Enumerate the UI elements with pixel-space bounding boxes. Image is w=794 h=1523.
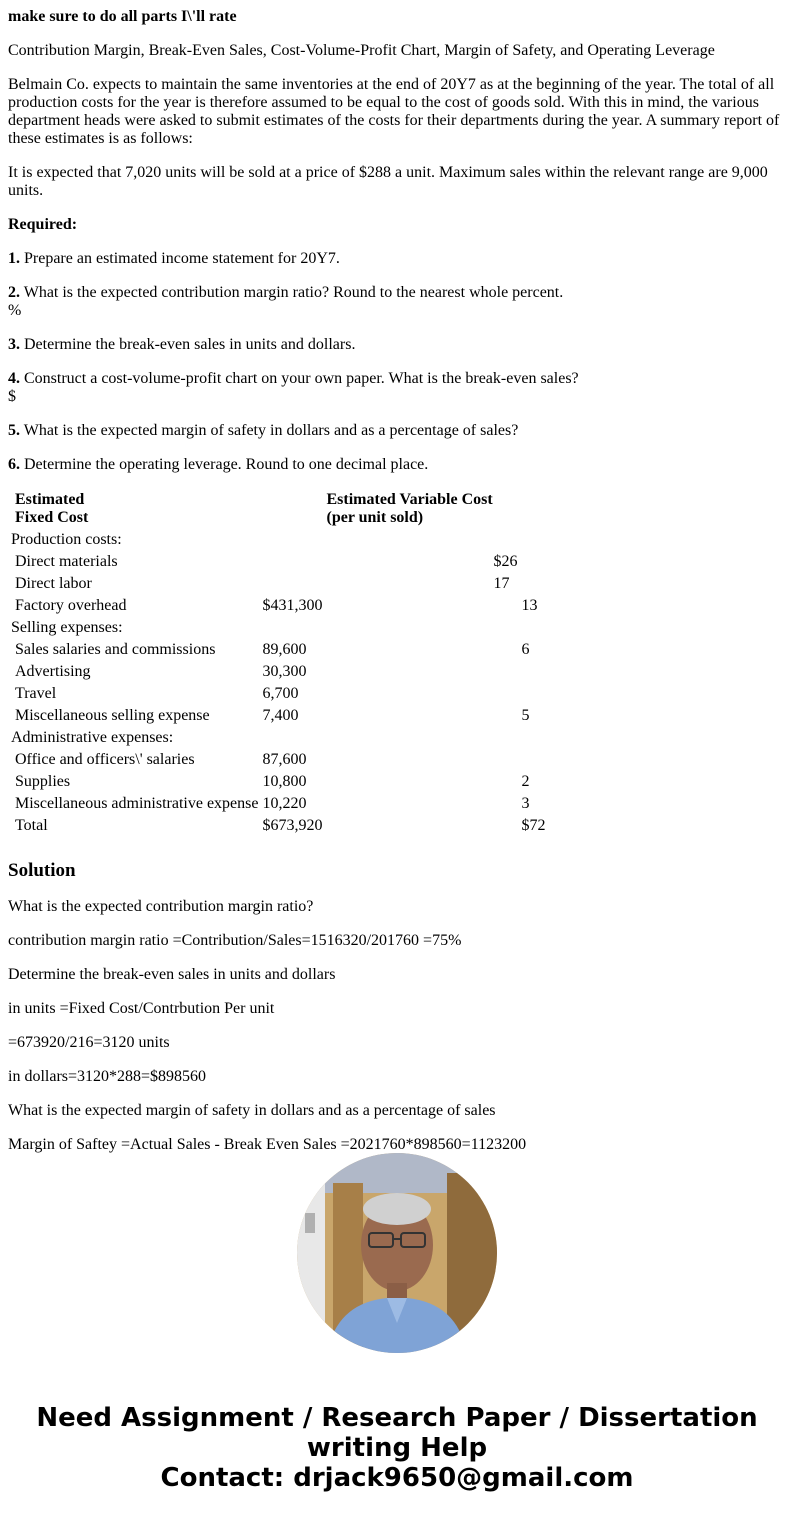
cost-item-name: Travel bbox=[15, 685, 57, 702]
question-text: Determine the break-even sales in units and dollars. bbox=[20, 336, 356, 353]
intro-paragraph: Belmain Co. expects to maintain the same inventories at the end of 20Y7 as at the beginning of the year. The total of all production costs for the year is therefore assumed to be equal to the cost of goods sold. With this in mind, the various department heads were asked to submit estimates of the costs for their departments during the year. A summary report of these estimates is as follows: bbox=[8, 76, 780, 147]
table-row bbox=[10, 750, 546, 770]
table-row bbox=[10, 574, 546, 594]
question-item bbox=[8, 336, 786, 354]
section-label: Administrative expenses: bbox=[11, 729, 174, 746]
variable-cost-value bbox=[520, 552, 546, 572]
variable-cost-value bbox=[520, 684, 546, 704]
question-item bbox=[8, 422, 786, 440]
variable-cost-value bbox=[325, 684, 518, 704]
solution-section bbox=[8, 898, 786, 1180]
total-label: Total bbox=[15, 817, 48, 834]
question-number: 6. bbox=[8, 456, 20, 473]
variable-cost-value bbox=[325, 750, 518, 770]
variable-cost-value: 17 bbox=[493, 575, 510, 592]
fixed-cost-value: 89,600 bbox=[262, 641, 307, 658]
table-header-spacer bbox=[10, 490, 12, 528]
question-number: 5. bbox=[8, 422, 20, 439]
variable-cost-header-line-2: (per unit sold) bbox=[326, 509, 424, 526]
portrait-image bbox=[297, 1153, 497, 1353]
header-line: make sure to do all parts I\'ll rate bbox=[8, 8, 237, 25]
fixed-cost-header-line-2: Fixed Cost bbox=[15, 509, 89, 526]
row-indent bbox=[10, 706, 12, 726]
variable-cost-value bbox=[325, 640, 518, 660]
answer-blank-symbol: $ bbox=[8, 388, 16, 405]
question-text: Determine the operating leverage. Round to one decimal place. bbox=[20, 456, 429, 473]
question-text: Prepare an estimated income statement for 20Y7. bbox=[20, 250, 340, 267]
question-text: What is the expected contribution margin ratio? Round to the nearest whole percent. bbox=[20, 284, 564, 301]
solution-heading: Solution bbox=[8, 860, 76, 881]
variable-cost-value bbox=[325, 772, 518, 792]
question-item bbox=[8, 284, 786, 320]
cost-item-name: Direct materials bbox=[15, 553, 118, 570]
fixed-cost-value: 6,700 bbox=[262, 685, 299, 702]
row-indent bbox=[10, 640, 12, 660]
cost-estimates-table bbox=[8, 488, 548, 838]
fixed-cost-value: 87,600 bbox=[262, 751, 307, 768]
cost-item-name: Miscellaneous administrative expense bbox=[15, 795, 259, 812]
table-row bbox=[10, 640, 546, 660]
table-section-row bbox=[10, 530, 546, 550]
question-list bbox=[8, 250, 786, 474]
question-text: Construct a cost-volume-profit chart on your own paper. What is the break-even sales? bbox=[20, 370, 579, 387]
profile-photo bbox=[297, 1153, 497, 1353]
fixed-cost-value: 7,400 bbox=[262, 707, 299, 724]
section-label: Production costs: bbox=[11, 531, 122, 548]
row-indent bbox=[10, 772, 12, 792]
row-indent bbox=[10, 816, 12, 836]
required-label: Required: bbox=[8, 216, 78, 233]
total-variable-cost: $72 bbox=[521, 817, 546, 834]
variable-cost-value: $26 bbox=[493, 553, 518, 570]
variable-cost-value: 13 bbox=[521, 597, 538, 614]
row-indent bbox=[10, 596, 12, 616]
row-indent bbox=[10, 574, 12, 594]
row-indent bbox=[10, 750, 12, 770]
table-row bbox=[10, 794, 546, 814]
variable-cost-value bbox=[325, 794, 518, 814]
footer-banner bbox=[0, 1403, 794, 1493]
table-section-row bbox=[10, 728, 546, 748]
variable-cost-value bbox=[520, 662, 546, 682]
question-number: 3. bbox=[8, 336, 20, 353]
solution-line: =673920/216=3120 units bbox=[8, 1034, 170, 1051]
row-indent bbox=[10, 684, 12, 704]
fixed-cost-value: 30,300 bbox=[262, 663, 307, 680]
topic-line: Contribution Margin, Break-Even Sales, Cost-Volume-Profit Chart, Margin of Safety, and Operating Leverage bbox=[8, 42, 715, 59]
table-section-row bbox=[10, 618, 546, 638]
question-item bbox=[8, 370, 786, 406]
cost-item-name: Miscellaneous selling expense bbox=[15, 707, 210, 724]
variable-cost-header bbox=[325, 490, 546, 528]
variable-cost-value: 5 bbox=[521, 707, 530, 724]
variable-cost-header-line-1: Estimated Variable Cost bbox=[326, 491, 493, 508]
variable-cost-value bbox=[520, 574, 546, 594]
question-text: What is the expected margin of safety in dollars and as a percentage of sales? bbox=[20, 422, 519, 439]
table-row bbox=[10, 662, 546, 682]
cost-item-name: Factory overhead bbox=[15, 597, 127, 614]
solution-line: Margin of Saftey =Actual Sales - Break Even Sales =2021760*898560=1123200 bbox=[8, 1136, 527, 1153]
footer-line-1: Need Assignment / Research Paper / Dissertation bbox=[36, 1403, 758, 1433]
solution-line: Determine the break-even sales in units and dollars bbox=[8, 966, 336, 983]
answer-blank-symbol: % bbox=[8, 302, 22, 319]
fixed-cost-header bbox=[14, 490, 323, 528]
table-row bbox=[10, 596, 546, 616]
table-row bbox=[10, 772, 546, 792]
table-total-row bbox=[10, 816, 546, 836]
question-item bbox=[8, 456, 786, 474]
variable-cost-value bbox=[520, 750, 546, 770]
table-row bbox=[10, 684, 546, 704]
total-fixed-cost: $673,920 bbox=[262, 817, 323, 834]
variable-cost-value bbox=[325, 596, 518, 616]
solution-line: in units =Fixed Cost/Contrbution Per unit bbox=[8, 1000, 275, 1017]
variable-cost-value: 6 bbox=[521, 641, 530, 658]
fixed-cost-value bbox=[261, 574, 323, 594]
total-spacer bbox=[325, 816, 518, 836]
cost-item-name: Office and officers\' salaries bbox=[15, 751, 195, 768]
cost-item-name: Supplies bbox=[15, 773, 71, 790]
table-row bbox=[10, 706, 546, 726]
solution-line: in dollars=3120*288=$898560 bbox=[8, 1068, 207, 1085]
cost-item-name: Sales salaries and commissions bbox=[15, 641, 216, 658]
row-indent bbox=[10, 794, 12, 814]
footer-line-2: writing Help bbox=[306, 1433, 488, 1463]
solution-line: What is the expected contribution margin ratio? bbox=[8, 898, 314, 915]
question-number: 2. bbox=[8, 284, 20, 301]
variable-cost-value: 3 bbox=[521, 795, 530, 812]
variable-cost-value bbox=[325, 706, 518, 726]
expectation-paragraph: It is expected that 7,020 units will be sold at a price of $288 a unit. Maximum sales within the relevant range are 9,000 units. bbox=[8, 164, 768, 199]
question-number: 4. bbox=[8, 370, 20, 387]
fixed-cost-value: 10,220 bbox=[262, 795, 307, 812]
fixed-cost-header-line-1: Estimated bbox=[15, 491, 85, 508]
section-label: Selling expenses: bbox=[11, 619, 123, 636]
table-header-row bbox=[10, 490, 546, 528]
fixed-cost-value bbox=[261, 552, 323, 572]
fixed-cost-value: 10,800 bbox=[262, 773, 307, 790]
cost-item-name: Advertising bbox=[15, 663, 91, 680]
solution-line: contribution margin ratio =Contribution/Sales=1516320/201760 =75% bbox=[8, 932, 462, 949]
document-body bbox=[8, 8, 786, 1180]
solution-line: What is the expected margin of safety in dollars and as a percentage of sales bbox=[8, 1102, 496, 1119]
variable-cost-value bbox=[325, 662, 518, 682]
footer-contact: Contact: drjack9650@gmail.com bbox=[160, 1463, 634, 1493]
variable-cost-value: 2 bbox=[521, 773, 530, 790]
cost-item-name: Direct labor bbox=[15, 575, 92, 592]
question-item bbox=[8, 250, 786, 268]
row-indent bbox=[10, 552, 12, 572]
question-number: 1. bbox=[8, 250, 20, 267]
table-row bbox=[10, 552, 546, 572]
row-indent bbox=[10, 662, 12, 682]
fixed-cost-value: $431,300 bbox=[262, 597, 323, 614]
